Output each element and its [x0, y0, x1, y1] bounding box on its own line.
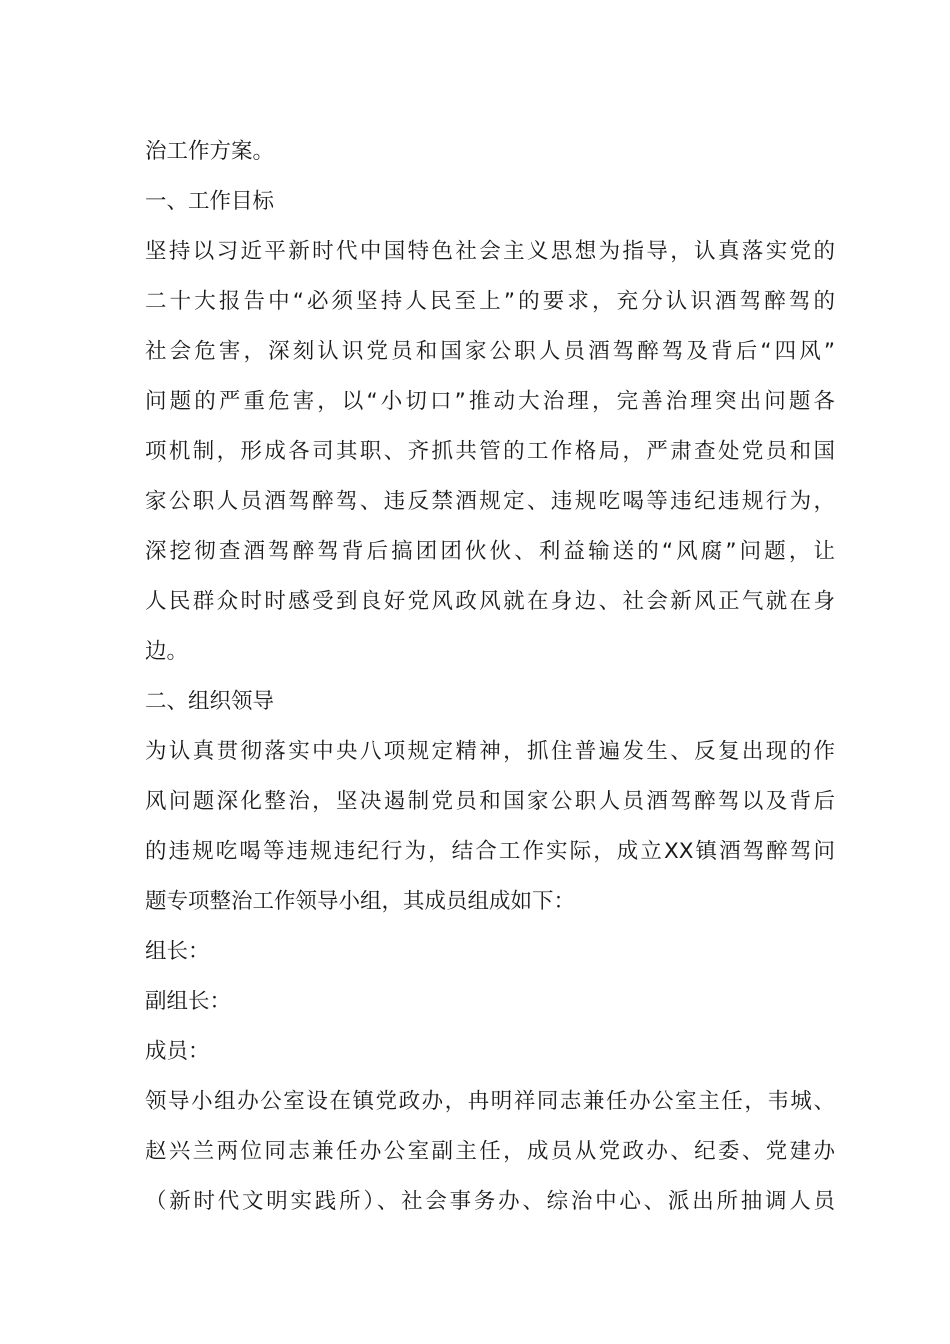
text-line: 成员： — [145, 1039, 210, 1064]
text-line: 社会危害，深刻认识党员和国家公职人员酒驾醉驾及背后“四风” — [145, 339, 835, 364]
text-line: 坚持以习近平新时代中国特色社会主义思想为指导，认真落实党的 — [145, 239, 835, 264]
text-line: 二十大报告中“必须坚持人民至上”的要求，充分认识酒驾醉驾的 — [145, 289, 835, 314]
text-line: 领导小组办公室设在镇党政办，冉明祥同志兼任办公室主任，韦城、 — [145, 1089, 835, 1114]
text-line: 副组长： — [145, 989, 232, 1014]
text-line: 赵兴兰两位同志兼任办公室副主任，成员从党政办、纪委、党建办 — [145, 1139, 835, 1164]
text-line: 边。 — [145, 639, 189, 664]
document-body — [145, 127, 835, 1227]
text-line: 深挖彻查酒驾醉驾背后搞团团伙伙、利益输送的“风腐”问题，让 — [145, 539, 835, 564]
text-line: 一、工作目标 — [145, 189, 275, 214]
text-line: 治工作方案。 — [145, 139, 275, 164]
text-line: 为认真贯彻落实中央八项规定精神，抓住普遍发生、反复出现的作 — [145, 739, 835, 764]
text-line: 项机制，形成各司其职、齐抓共管的工作格局，严肃查处党员和国 — [145, 439, 835, 464]
text-line: 组长： — [145, 939, 210, 964]
text-line: 题专项整治工作领导小组，其成员组成如下： — [145, 889, 576, 914]
text-line: 风问题深化整治，坚决遏制党员和国家公职人员酒驾醉驾以及背后 — [145, 789, 835, 814]
text-line: 问题的严重危害，以“小切口”推动大治理，完善治理突出问题各 — [145, 389, 835, 414]
text-line: 二、组织领导 — [145, 689, 275, 714]
text-line: 人民群众时时感受到良好党风政风就在身边、社会新风正气就在身 — [145, 589, 835, 614]
text-line: 家公职人员酒驾醉驾、违反禁酒规定、违规吃喝等违纪违规行为， — [145, 489, 835, 514]
text-line: （新时代文明实践所）、社会事务办、综治中心、派出所抽调人员 — [145, 1189, 835, 1214]
text-line: 的违规吃喝等违规违纪行为，结合工作实际，成立XX镇酒驾醉驾问 — [145, 839, 835, 864]
